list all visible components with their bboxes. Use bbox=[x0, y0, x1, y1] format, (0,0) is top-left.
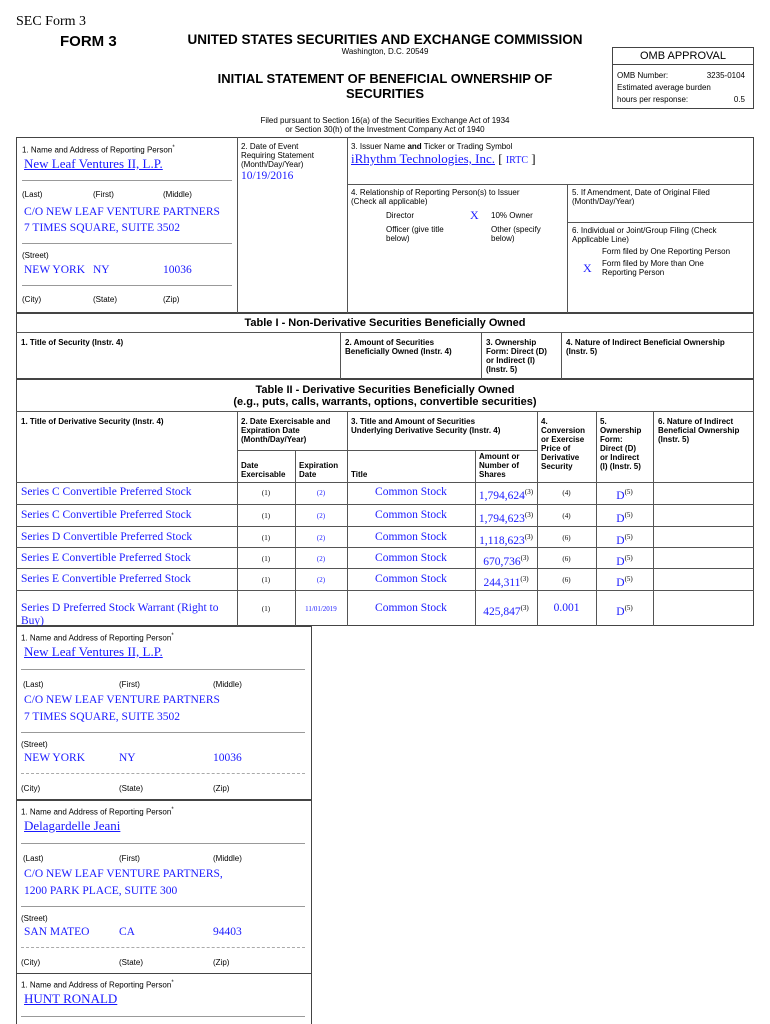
street-label: (Street) bbox=[21, 740, 48, 749]
underlying-title: Common Stock bbox=[375, 602, 447, 614]
omb-hours-label: hours per response: bbox=[617, 95, 689, 104]
zip-label: (Zip) bbox=[213, 784, 230, 793]
box2-label: 2. Date of Event Requiring Statement (Month/Day/Year) bbox=[241, 142, 314, 169]
divider bbox=[21, 1016, 305, 1017]
table-2-col5-header: 5. Ownership Form: Direct (D) or Indirect (I) (Instr. 5) bbox=[600, 417, 642, 471]
commission-city: Washington, D.C. 20549 bbox=[341, 47, 429, 56]
event-date: 10/19/2016 bbox=[241, 170, 294, 182]
underlying-title: Common Stock bbox=[375, 509, 447, 521]
table-2-col2-header: 2. Date Exercisable and Expiration Date (Month/Day/Year) bbox=[241, 417, 331, 444]
issuer-name: iRhythm Technologies, Inc. [ IRTC ] bbox=[351, 151, 536, 166]
box1-last-label: (Last) bbox=[22, 190, 43, 199]
date-exercisable: (1) bbox=[261, 554, 271, 563]
divider bbox=[347, 137, 348, 313]
date-exercisable: (1) bbox=[261, 576, 271, 584]
expiration-date: 11/01/2019 bbox=[305, 605, 337, 613]
box1-street-label: (Street) bbox=[22, 251, 49, 260]
table-row bbox=[16, 568, 754, 590]
date-exercisable-header: Date Exercisable bbox=[241, 461, 286, 479]
reporting-person-box bbox=[16, 626, 312, 800]
underlying-amount: 670,736$^{(3)}$ bbox=[483, 553, 529, 568]
city-value: SAN MATEO bbox=[24, 926, 90, 938]
omb-title: OMB APPROVAL bbox=[613, 48, 753, 65]
conversion-price: (4) bbox=[562, 489, 571, 497]
divider bbox=[16, 332, 754, 333]
underlying-amount: 244,311$^{(3)}$ bbox=[483, 575, 529, 589]
underlying-amount: 1,118,623$^{(3)}$ bbox=[479, 532, 533, 547]
underlying-title: Common Stock bbox=[375, 573, 447, 585]
divider bbox=[340, 332, 341, 379]
ownership-form: $D^{(5)}$ bbox=[616, 553, 633, 568]
date-exercisable: (1) bbox=[261, 512, 271, 520]
table-1-col1-header: 1. Title of Security (Instr. 4) bbox=[21, 338, 124, 347]
derivative-title: Series C Convertible Preferred Stock bbox=[21, 486, 192, 498]
underlying-title: Common Stock bbox=[375, 486, 447, 498]
box1-middle-label: (Middle) bbox=[163, 190, 192, 199]
conversion-price: (4) bbox=[562, 512, 571, 520]
state-label: (State) bbox=[119, 958, 144, 967]
divider bbox=[561, 332, 562, 379]
table-2-title-1: Table II - Derivative Securities Beneficially Owned bbox=[255, 384, 515, 396]
box1-address-2: 7 TIMES SQUARE, SUITE 3502 bbox=[24, 222, 181, 234]
omb-approval-box bbox=[612, 47, 754, 109]
reporting-person-name-link[interactable]: Delagardelle Jeani bbox=[24, 818, 121, 833]
divider bbox=[567, 184, 568, 313]
box3-label: 3. Issuer Name and Ticker or Trading Symbol bbox=[351, 142, 513, 151]
table-row bbox=[16, 482, 754, 504]
one-reporting-person-label: Form filed by One Reporting Person bbox=[602, 247, 731, 256]
divider bbox=[481, 332, 482, 379]
conversion-price: 0.001 bbox=[553, 602, 580, 614]
expiration-date: (2) bbox=[316, 489, 326, 497]
divider bbox=[237, 137, 238, 313]
statement-title-2: SECURITIES bbox=[345, 86, 424, 101]
table-1-col4-header: 4. Nature of Indirect Beneficial Ownership (Instr. 5) bbox=[566, 338, 725, 356]
derivative-title: Series D Preferred Stock Warrant (Right to Buy) bbox=[21, 602, 219, 627]
table-1-col3-header: 3. Ownership Form: Direct (D) or Indirect (I) (Instr. 5) bbox=[486, 338, 547, 374]
underlying-title: Common Stock bbox=[375, 530, 447, 543]
address-line-1: C/O NEW LEAF VENTURE PARTNERS bbox=[24, 694, 220, 706]
reporting-person-box bbox=[16, 973, 312, 1024]
commission-title: UNITED STATES SECURITIES AND EXCHANGE COMMISSION bbox=[187, 32, 583, 47]
underlying-amount: 1,794,623$^{(3)}$ bbox=[478, 511, 534, 525]
box1-first-label: (First) bbox=[93, 190, 114, 199]
divider bbox=[21, 843, 305, 844]
table-2-col1-header: 1. Title of Derivative Security (Instr. 4) bbox=[21, 417, 164, 426]
underlying-title: Common Stock bbox=[375, 551, 447, 564]
address-line-2: 7 TIMES SQUARE, SUITE 3502 bbox=[24, 711, 181, 723]
expiration-date-header: Expiration Date bbox=[299, 461, 339, 479]
divider bbox=[22, 285, 232, 286]
divider bbox=[21, 947, 305, 948]
state-label: (State) bbox=[119, 784, 144, 793]
box6-label: 6. Individual or Joint/Group Filing (Check Applicable Line) bbox=[572, 226, 717, 244]
reporting-person-label: 1. Name and Address of Reporting Person* bbox=[21, 633, 174, 643]
table-2-col3-header: 3. Title and Amount of Securities Underlying Derivative Security (Instr. 4) bbox=[351, 417, 501, 435]
box1-state-label: (State) bbox=[93, 295, 118, 304]
state-value: NY bbox=[119, 752, 136, 764]
last-label: (Last) bbox=[23, 854, 44, 863]
box1-reporting-person-link[interactable]: New Leaf Ventures II, L.P. bbox=[24, 156, 163, 171]
box1-zip-label: (Zip) bbox=[163, 295, 180, 304]
date-exercisable: (1) bbox=[261, 605, 271, 613]
box1-state: NY bbox=[93, 264, 110, 276]
reporting-person-name-link[interactable]: HUNT RONALD bbox=[24, 991, 118, 1006]
box1-city-label: (City) bbox=[22, 295, 42, 304]
middle-label: (Middle) bbox=[213, 680, 242, 689]
street-label: (Street) bbox=[21, 914, 48, 923]
ten-percent-owner-check: X bbox=[470, 208, 479, 222]
box5-label: 5. If Amendment, Date of Original Filed (Month/Day/Year) bbox=[572, 188, 710, 206]
box4-label: 4. Relationship of Reporting Person(s) to Issuer (Check all applicable) bbox=[351, 188, 520, 206]
city-label: (City) bbox=[21, 784, 41, 793]
statement-title-1: INITIAL STATEMENT OF BENEFICIAL OWNERSHIP OF bbox=[217, 71, 553, 86]
underlying-title-header: Title bbox=[351, 470, 368, 479]
state-value: CA bbox=[119, 926, 135, 938]
divider bbox=[21, 732, 305, 733]
table-row bbox=[16, 547, 754, 568]
middle-label: (Middle) bbox=[213, 854, 242, 863]
last-label: (Last) bbox=[23, 680, 44, 689]
page-label: SEC Form 3 bbox=[16, 14, 87, 29]
date-exercisable: (1) bbox=[261, 533, 271, 542]
more-than-one-label: Form filed by More than One Reporting Person bbox=[602, 259, 704, 277]
divider bbox=[237, 450, 537, 451]
ownership-form: $D^{(5)}$ bbox=[616, 575, 633, 589]
divider bbox=[21, 906, 305, 907]
reporting-person-label: 1. Name and Address of Reporting Person* bbox=[21, 807, 174, 817]
reporting-person-box bbox=[16, 800, 312, 974]
more-than-one-check: X bbox=[583, 261, 592, 275]
box1-city: NEW YORK bbox=[24, 264, 86, 276]
reporting-person-label: 1. Name and Address of Reporting Person* bbox=[21, 980, 174, 990]
conversion-price: (6) bbox=[562, 533, 571, 542]
address-line-2: 1200 PARK PLACE, SUITE 300 bbox=[24, 885, 178, 897]
divider bbox=[16, 411, 754, 412]
box1-label: 1. Name and Address of Reporting Person* bbox=[22, 145, 175, 155]
table-row bbox=[16, 590, 754, 626]
expiration-date: (2) bbox=[316, 576, 326, 584]
expiration-date: (2) bbox=[316, 512, 326, 520]
form-title: FORM 3 bbox=[60, 33, 117, 50]
table-2-col6-header: 6. Nature of Indirect Beneficial Ownership (Instr. 5) bbox=[658, 417, 740, 444]
first-label: (First) bbox=[119, 680, 140, 689]
issuer-name-link[interactable]: iRhythm Technologies, Inc. bbox=[351, 151, 495, 166]
table-row bbox=[16, 526, 754, 547]
conversion-price: (6) bbox=[562, 576, 571, 584]
divider bbox=[22, 243, 232, 244]
ownership-form: $D^{(5)}$ bbox=[616, 488, 633, 502]
derivative-title: Series D Convertible Preferred Stock bbox=[21, 530, 193, 543]
omb-number-label: OMB Number: bbox=[617, 71, 669, 80]
city-value: NEW YORK bbox=[24, 752, 86, 764]
omb-hours: 0.5 bbox=[733, 95, 745, 104]
derivative-title: Series C Convertible Preferred Stock bbox=[21, 509, 192, 521]
derivative-title: Series E Convertible Preferred Stock bbox=[21, 551, 191, 564]
table-row bbox=[16, 504, 754, 526]
table-2-title-2: (e.g., puts, calls, warrants, options, convertible securities) bbox=[233, 396, 537, 408]
zip-label: (Zip) bbox=[213, 958, 230, 967]
ownership-form: $D^{(5)}$ bbox=[616, 604, 633, 618]
ten-percent-owner-label: 10% Owner bbox=[491, 211, 533, 220]
box1-zip: 10036 bbox=[163, 264, 192, 276]
table-1-col2-header: 2. Amount of Securities Beneficially Owned (Instr. 4) bbox=[345, 338, 452, 356]
filed-pursuant-2: or Section 30(h) of the Investment Company Act of 1940 bbox=[285, 125, 485, 134]
zip-value: 94403 bbox=[213, 926, 242, 938]
ownership-form: $D^{(5)}$ bbox=[616, 511, 633, 525]
officer-label: Officer (give title below) bbox=[386, 225, 444, 243]
derivative-title: Series E Convertible Preferred Stock bbox=[21, 573, 191, 585]
divider bbox=[347, 184, 754, 185]
issuer-ticker: IRTC bbox=[505, 155, 529, 166]
expiration-date: (2) bbox=[316, 533, 326, 542]
underlying-amount: 1,794,624$^{(3)}$ bbox=[478, 488, 534, 502]
table-1-title: Table I - Non-Derivative Securities Beneficially Owned bbox=[244, 317, 526, 329]
box1-address-1: C/O NEW LEAF VENTURE PARTNERS bbox=[24, 206, 220, 218]
director-label: Director bbox=[386, 211, 415, 220]
date-exercisable: (1) bbox=[261, 489, 271, 497]
first-label: (First) bbox=[119, 854, 140, 863]
address-line-1: C/O NEW LEAF VENTURE PARTNERS, bbox=[24, 868, 223, 880]
omb-number: 3235-0104 bbox=[706, 71, 745, 80]
zip-value: 10036 bbox=[213, 752, 242, 764]
reporting-person-name-link[interactable]: New Leaf Ventures II, L.P. bbox=[24, 644, 163, 659]
divider bbox=[22, 180, 232, 181]
amount-shares-header: Amount or Number of Shares bbox=[479, 452, 520, 479]
divider bbox=[21, 669, 305, 670]
divider bbox=[21, 773, 305, 774]
city-label: (City) bbox=[21, 958, 41, 967]
table-2-col4-header: 4. Conversion or Exercise Price of Derivative Security bbox=[541, 417, 586, 471]
conversion-price: (6) bbox=[562, 554, 571, 563]
expiration-date: (2) bbox=[316, 554, 326, 563]
omb-burden-label: Estimated average burden bbox=[617, 83, 711, 92]
ownership-form: $D^{(5)}$ bbox=[616, 532, 633, 547]
filed-pursuant-1: Filed pursuant to Section 16(a) of the Securities Exchange Act of 1934 bbox=[260, 116, 510, 125]
divider bbox=[567, 222, 754, 223]
other-label: Other (specify below) bbox=[491, 225, 541, 243]
underlying-amount: 425,847$^{(3)}$ bbox=[483, 604, 529, 618]
